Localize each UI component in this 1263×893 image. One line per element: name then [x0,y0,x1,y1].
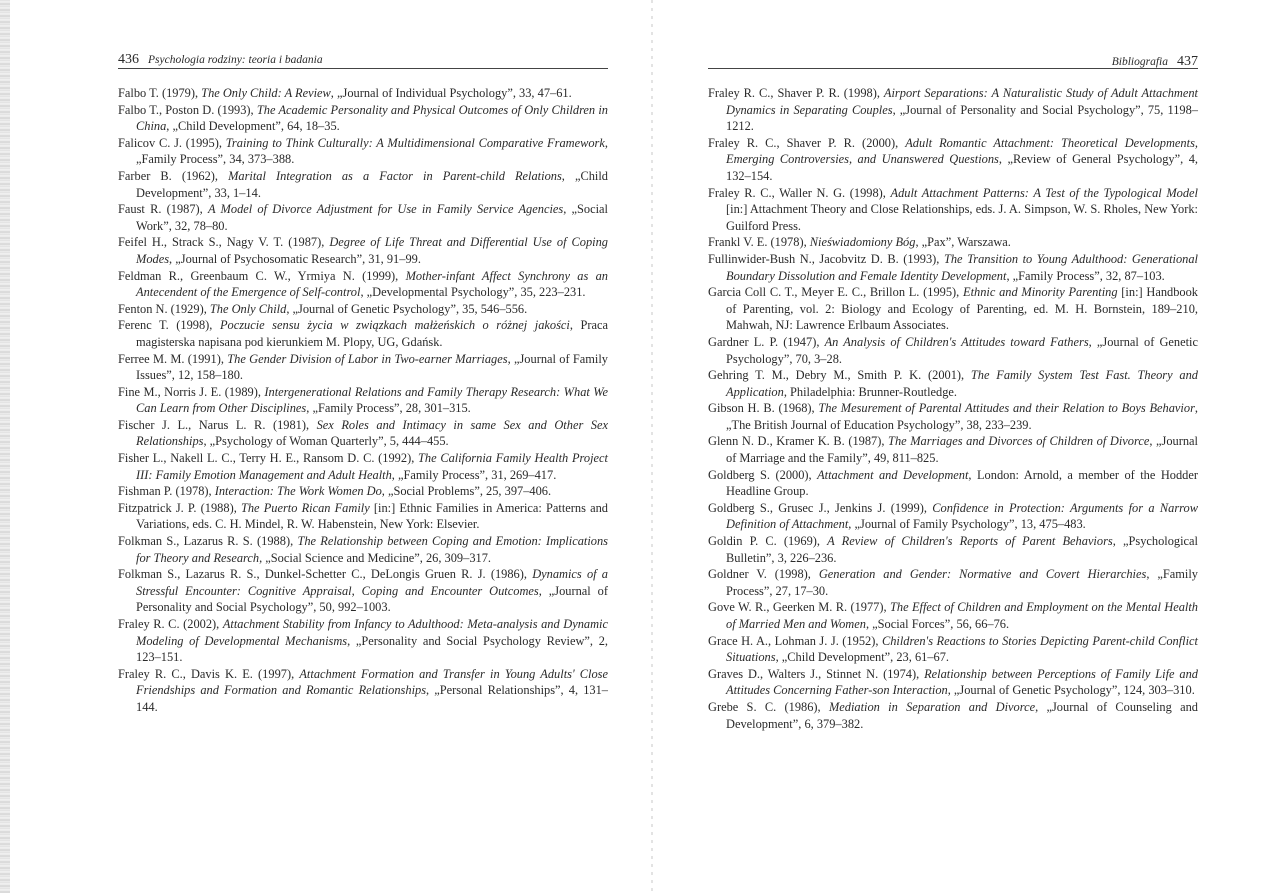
bibliography-entry [118,533,608,566]
bibliography-entry [118,85,608,102]
entry-authors-year: Ferree M. M. (1991), [118,351,228,366]
entry-source: , „Family Process”, 34, 373–388. [136,135,608,167]
left-page [118,50,608,716]
bibliography-entry [118,201,608,234]
bibliography-entry [118,234,608,267]
right-running-title: Bibliografia [1111,56,1168,68]
entry-title: A Model of Divorce Adjustment for Use in Family Service Agencies [208,202,564,217]
entry-authors-year: Fischer J. L., Narus L. R. (1981), [118,417,317,432]
entry-authors-year: Fraley R. C., Davis K. E. (1997), [118,666,300,681]
bibliography-entry [708,433,1198,466]
entry-authors-year: Garcia Coll C. T., Meyer E. C., Brillon L. (1995), [708,285,963,300]
entry-authors-year: Falicov C. J. (1995), [118,135,226,150]
entry-source: , „Social Science and Medicine”, 26, 309–317. [259,550,492,565]
entry-title: Mediation in Separation and Divorce [828,699,1036,714]
entry-title: The Academic Personality and Physical Outcomes of Only Children in China [136,102,608,134]
entry-title: Airport Separations: A Naturalistic Study of Adult Attachment Dynamics in Separating Couples [726,86,1198,117]
entry-title: The Effect of Children and Employment on the Mental Health of Married Men and Women [726,600,1199,631]
entry-source: , „Review of General Psychology”, 4, 132–154. [726,152,1198,183]
entry-authors-year: Feifel H., Strack S., Nagy V. T. (1987), [118,235,330,250]
entry-authors-year: Feldman R., Greenbaum C. W., Yrmiya N. (1999), [118,268,406,283]
entry-authors-year: Goldberg S., Grusec J., Jenkins J. (1999), [708,500,933,515]
entry-title: The Transition to Young Adulthood: Generational Boundary Dissolution and Female Identity Development [726,251,1198,283]
left-page-number: 436 [118,52,139,67]
bibliography-entry [708,500,1198,533]
bibliography-entry [708,666,1198,699]
entry-authors-year: Goldberg S. (2000), [708,467,818,482]
entry-title: The Gender Division of Labor in Two-earner Marriages [227,351,508,366]
bibliography-entry [708,633,1198,666]
entry-authors-year: Fraley R. C., Waller N. G. (1998), [708,185,891,200]
entry-source: , „Journal of Individual Psychology”, 33, 47–61. [330,86,572,100]
entry-title: Confidence in Protection: Arguments for a Narrow Definition of Attachment [726,500,1198,532]
entry-authors-year: Fine M., Norris J. E. (1989), [118,384,265,399]
entry-source: , „Journal of Genetic Psychology”, 124, 303–310. [947,683,1195,698]
entry-authors-year: Folkman S., Lazarus R. S., Dunkel-Schetter C., DeLongis Gruen R. J. (1986), [118,567,533,582]
entry-source: , „Family Process”, 28, 301–315. [306,401,471,416]
entry-title: Dynamics of a Stressful Encounter: Cognitive Appraisal, Coping and Encounter Outcomes [136,567,608,598]
bibliography-entry [708,699,1198,732]
entry-source: , „Journal of Psychosomatic Research”, 31, 91–99. [169,251,421,266]
bibliography-entry [118,450,608,483]
entry-source: , „Social Work”, 32, 78–80. [136,202,608,233]
entry-authors-year: Fisher L., Nakell L. C., Terry H. E., Ransom D. C. (1992), [118,451,419,466]
entry-title: Attachment Stability from Infancy to Adulthood: Meta-analysis and Dynamic Modeling of Developmental Mechanisms [136,617,608,648]
right-page-header [708,50,1198,69]
entry-title: Attachment and Development [817,467,969,482]
entry-source: , „Journal of Personality and Social Psychology”, 75, 1198–1212. [726,102,1198,134]
entry-authors-year: Fishman P. (1978), [118,484,215,499]
entry-title: Generation and Gender: Normative and Covert Hierarchies [818,567,1147,582]
entry-source: , „Journal of Family Psychology”, 13, 475–483. [848,517,1086,532]
entry-authors-year: Gehring T. M., Debry M., Smith P. K. (2001), [708,368,971,383]
entry-source: , „Social Problems”, 25, 397–406. [381,484,552,499]
entry-source: , „Psychological Bulletin”, 3, 226–236. [726,534,1198,565]
right-page-number: 437 [1177,54,1198,69]
entry-authors-year: Fullinwider-Bush N., Jacobvitz D. B. (1993), [708,251,944,266]
entry-authors-year: Gibson H. B. (1968), [708,401,819,416]
bibliography-entry [118,384,608,417]
left-page-header [118,50,608,69]
entry-source: , Philadelphia: Brunner-Routledge. [783,384,958,399]
entry-source: , „Child Development”, 64, 18–35. [166,119,340,134]
entry-authors-year: Falbo T., Poston D. (1993), [118,102,257,117]
entry-authors-year: Fitzpatrick J. P. (1988), [118,500,241,515]
entry-authors-year: Goldner V. (1998), [708,567,819,582]
entry-title: Intergenerational Relations and Family Therapy Research: What We Can Learn from Other Disciplines [136,384,608,416]
bibliography-entry [118,268,608,301]
entry-title: Adult Romantic Attachment: Theoretical Developments, Emerging Controversies, and Unanswered Questions [726,135,1198,167]
entry-source: , London: Arnold, a member of the Hodder Headline Group. [726,467,1199,499]
entry-title: An Analysis of Children's Attitudes toward Fathers [824,334,1089,349]
bibliography-entry [708,599,1198,632]
bibliography-entry [708,400,1198,433]
entry-source: , Praca magisterska napisana pod kierunkiem M. Plopy, UG, Gdańsk. [136,318,608,349]
entry-source: , „Developmental Psychology”, 35, 223–231. [360,285,586,300]
entry-authors-year: Graves D., Walters J., Stinnet N. (1974), [708,666,925,681]
entry-authors-year: Folkman S., Lazarus R. S. (1988), [118,534,298,549]
entry-authors-year: Fenton N. (1929), [118,301,210,316]
entry-authors-year: Grace H. A., Lohman J. J. (1952), [708,633,882,648]
bibliography-entry [118,317,608,350]
entry-title: Relationship between Perceptions of Family Life and Attitudes Concerning Father-son Interaction [726,666,1198,698]
bibliography-entry [118,500,608,533]
entry-title: Ethnic and Minority Parenting [963,285,1118,300]
entry-source: , „Psychology of Woman Quarterly”, 5, 444–455. [203,434,449,449]
entry-authors-year: Gove W. R., Geerken M. R. (1977), [708,600,890,615]
entry-authors-year: Goldin P. C. (1969), [708,534,828,549]
binding-edge [0,0,10,893]
bibliography-entry [118,417,608,450]
entry-source: , „Personality and Social Psychology Review”, 2, 123–151. [136,633,608,665]
bibliography-entry [708,284,1198,334]
entry-source: [in:] Handbook of Parenting, vol. 2: Biology and Ecology of Parenting, ed. M. H. Bornstein, 189–210, Mahwah, NJ: Lawrence Erlbaum Associates. [726,285,1198,333]
bibliography-entry [118,135,608,168]
entry-title: The Only Child [209,301,287,316]
entry-title: Adult Attachment Patterns: A Test of the Typological Model [890,185,1198,200]
bibliography-entry [118,351,608,384]
bibliography-entry [118,566,608,616]
entry-source: , „Journal of Genetic Psychology”, 70, 3–28. [726,334,1198,366]
entry-title: Training to Think Culturally: A Multidimensional Comparative Framework [225,135,605,150]
left-bibliography-list [118,85,608,716]
entry-title: Nieświadomiony Bóg [809,235,916,250]
entry-source: [in:] Ethnic Families in America: Patterns and Variations, eds. C. H. Mindel, R. W. Habenstein, New York: Elsevier. [136,500,608,532]
entry-source: [in:] Attachment Theory and Close Relationships, eds. J. A. Simpson, W. S. Rholes, New York: Guilford Press. [726,202,1198,233]
entry-title: Interaction: The Work Women Do [214,484,382,499]
bibliography-entry [118,616,608,666]
center-gutter [651,0,653,893]
entry-source: , „Family Process”, 32, 87–103. [1006,268,1165,283]
entry-title: The Marriages and Divorces of Children of Divorce [888,434,1150,449]
entry-source: , „Social Forces”, 56, 66–76. [865,617,1010,631]
bibliography-entry [118,666,608,716]
entry-authors-year: Faust R. (1987), [118,202,208,217]
entry-title: Degree of Life Threat and Differential Use of Coping Modes [136,235,608,266]
entry-source: , „Child Development”, 33, 1–14. [136,168,608,200]
entry-title: The Family System Test Fast. Theory and Application [726,368,1198,399]
entry-source: , „Journal of Counseling and Development”, 6, 379–382. [726,699,1198,731]
bibliography-entry [118,483,608,500]
entry-title: The Puerto Rican Family [240,500,370,515]
bibliography-entry [118,301,608,318]
entry-authors-year: Farber B. (1962), [118,168,229,183]
entry-title: A Review of Children's Reports of Parent Behaviors [827,534,1113,549]
entry-authors-year: Gardner L. P. (1947), [708,334,825,349]
entry-authors-year: Ferenc T. (1998), [118,318,220,333]
entry-title: Marital Integration as a Factor in Parent-child Relations [228,168,562,183]
bibliography-entry [708,234,1198,251]
entry-source: , „Family Process”, 31, 269–417. [391,467,557,482]
entry-title: Mother-infant Affect Synchrony as an Antecendent of the Emergence of Self-control [136,268,609,300]
entry-source: , „Family Process”, 27, 17–30. [726,567,1198,598]
entry-title: The California Family Health Project III: Family Emotion Management and Adult Health [136,451,608,482]
bibliography-entry [708,467,1198,500]
right-bibliography-list [708,85,1198,732]
entry-source: , „Personal Relationships”, 4, 131–144. [136,683,608,714]
bibliography-entry [118,168,608,201]
entry-authors-year: Grebe S. C. (1986), [708,699,829,714]
entry-title: The Mesurement of Parental Attitudes and their Relation to Boys Behavior [818,401,1195,416]
entry-authors-year: Fraley R. C., Shaver P. R. (2000), [708,135,906,150]
bibliography-entry [708,85,1198,135]
entry-source: , „Journal of Personality and Social Psychology”, 50, 992–1003. [136,583,608,615]
entry-authors-year: Glenn N. D., Kramer K. B. (1987), [708,434,889,449]
entry-source: , „Journal of Marriage and the Family”, 49, 811–825. [726,434,1199,466]
entry-source: , „Journal of Genetic Psychology”, 35, 546–556. [286,301,528,316]
entry-source: , „Journal of Family Issues”, 12, 158–180. [136,351,608,383]
entry-authors-year: Fraley R. C. (2002), [118,617,223,631]
bibliography-entry [708,135,1198,185]
entry-title: The Relationship between Coping and Emotion: Implications for Theory and Research [136,534,608,565]
entry-source: , „Pax”, Warszawa. [915,235,1011,250]
bibliography-entry [708,334,1198,367]
entry-title: Poczucie sensu życia w związkach małżeńskich o różnej jakości [219,318,570,333]
entry-title: Sex Roles and Intimacy in same Sex and Other Sex Relationships [136,417,608,449]
bibliography-entry [118,102,608,135]
left-running-title: Psychologia rodziny: teoria i badania [148,54,323,66]
bibliography-entry [708,367,1198,400]
entry-authors-year: Falbo T. (1979), [118,86,202,100]
entry-authors-year: Frankl V. E. (1978), [708,235,810,250]
bibliography-entry [708,185,1198,235]
entry-title: Children's Reactions to Stories Depicting Parent-child Conflict Situations [726,633,1198,665]
entry-source: , „Child Development”, 23, 61–67. [775,650,950,665]
bibliography-entry [708,251,1198,284]
entry-authors-year: Fraley R. C., Shaver P. R. (1998), [708,86,884,100]
bibliography-entry [708,566,1198,599]
entry-title: Attachment Formation and Transfer in Young Adults' Close Friendships and Formation and Romantic Relationships [136,666,608,698]
entry-source: , „The British Journal of Education Psychology”, 38, 233–239. [726,401,1199,432]
bibliography-entry [708,533,1198,566]
right-page [708,50,1198,732]
entry-title: The Only Child: A Review [201,86,331,100]
